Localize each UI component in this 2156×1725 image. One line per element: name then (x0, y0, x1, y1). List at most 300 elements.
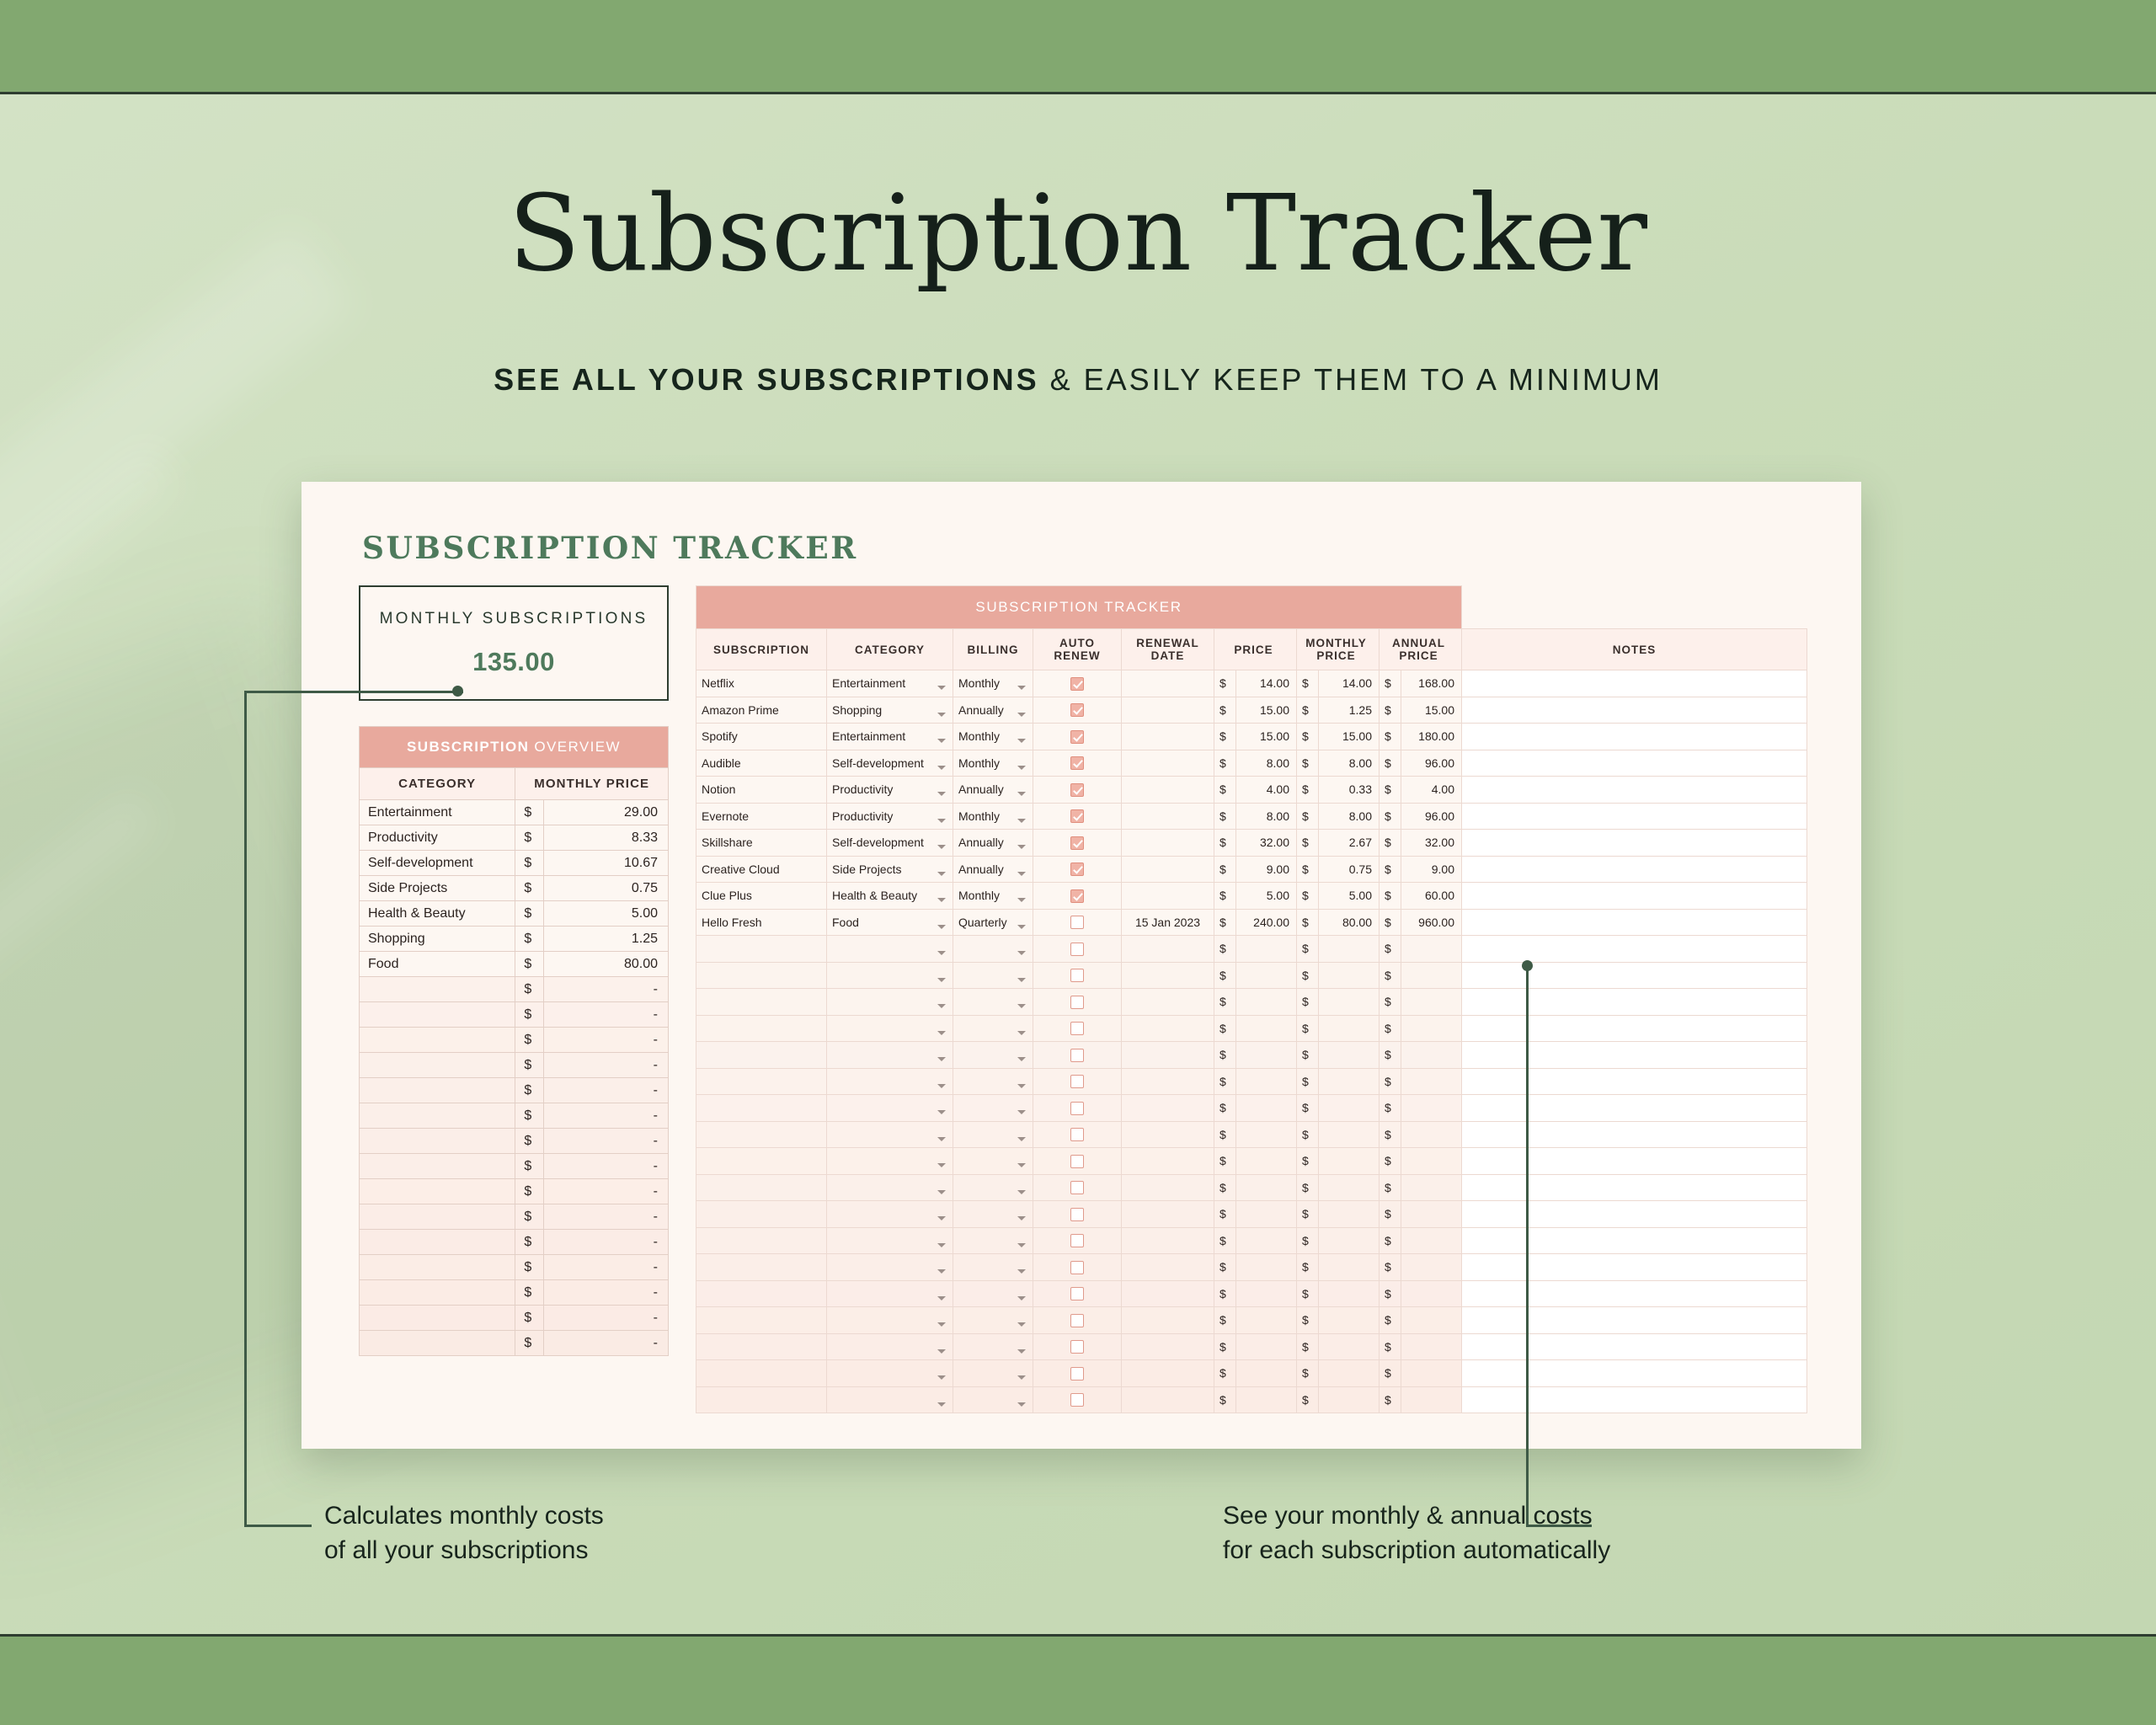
tracker-row[interactable] (696, 830, 1807, 857)
tracker-cell-notes[interactable] (1462, 750, 1807, 777)
checkbox-icon[interactable] (1070, 1261, 1084, 1274)
tracker-cell-billing[interactable] (953, 909, 1033, 936)
tracker-cell-annual-price[interactable]: 4.00 (1401, 777, 1462, 804)
tracker-cell-renewal-date[interactable] (1122, 830, 1214, 857)
tracker-row[interactable] (696, 697, 1807, 724)
tracker-cell-auto-renew[interactable] (1033, 1042, 1122, 1069)
overview-row[interactable] (360, 977, 669, 1002)
tracker-cell-annual-price[interactable] (1401, 1227, 1462, 1254)
chevron-down-icon[interactable] (937, 1243, 946, 1247)
tracker-cell-auto-renew[interactable] (1033, 1227, 1122, 1254)
tracker-cell-renewal-date[interactable] (1122, 697, 1214, 724)
tracker-cell-subscription[interactable]: Amazon Prime (696, 697, 827, 724)
tracker-cell-renewal-date[interactable] (1122, 1333, 1214, 1360)
tracker-cell-auto-renew[interactable] (1033, 1201, 1122, 1228)
tracker-row[interactable] (696, 1174, 1807, 1201)
tracker-cell-auto-renew[interactable] (1033, 1254, 1122, 1281)
tracker-cell-category[interactable] (827, 1148, 953, 1175)
tracker-cell-category[interactable] (827, 1121, 953, 1148)
chevron-down-icon[interactable] (1017, 1110, 1026, 1114)
tracker-cell-notes[interactable] (1462, 1095, 1807, 1122)
tracker-cell-monthly-price[interactable]: 8.00 (1319, 750, 1380, 777)
tracker-cell-category[interactable] (827, 1095, 953, 1122)
tracker-cell-billing[interactable] (953, 1068, 1033, 1095)
tracker-cell-subscription[interactable] (696, 1333, 827, 1360)
chevron-down-icon[interactable] (937, 1110, 946, 1114)
tracker-cell-auto-renew[interactable] (1033, 856, 1122, 883)
tracker-cell-renewal-date[interactable] (1122, 1095, 1214, 1122)
tracker-cell-subscription[interactable]: Netflix (696, 670, 827, 697)
tracker-cell-auto-renew[interactable] (1033, 830, 1122, 857)
tracker-cell-subscription[interactable] (696, 1201, 827, 1228)
tracker-cell-auto-renew[interactable] (1033, 670, 1122, 697)
overview-cell-category[interactable]: Health & Beauty (360, 901, 515, 927)
checkbox-icon[interactable] (1070, 1208, 1084, 1221)
tracker-cell-billing[interactable] (953, 1201, 1033, 1228)
checkbox-checked-icon[interactable] (1070, 783, 1084, 797)
tracker-cell-monthly-price[interactable] (1319, 1386, 1380, 1413)
tracker-cell-auto-renew[interactable] (1033, 1095, 1122, 1122)
tracker-cell-notes[interactable] (1462, 1121, 1807, 1148)
tracker-cell-monthly-price[interactable]: 80.00 (1319, 909, 1380, 936)
tracker-cell-subscription[interactable] (696, 1148, 827, 1175)
checkbox-icon[interactable] (1070, 1155, 1084, 1168)
chevron-down-icon[interactable] (937, 898, 946, 902)
chevron-down-icon[interactable] (937, 1269, 946, 1274)
checkbox-checked-icon[interactable] (1070, 862, 1084, 876)
tracker-cell-price[interactable] (1236, 1360, 1297, 1387)
tracker-cell-annual-price[interactable] (1401, 1333, 1462, 1360)
tracker-cell-category[interactable] (827, 830, 953, 857)
tracker-cell-renewal-date[interactable] (1122, 856, 1214, 883)
checkbox-icon[interactable] (1070, 1287, 1084, 1300)
tracker-cell-notes[interactable] (1462, 1280, 1807, 1307)
tracker-cell-category[interactable] (827, 1307, 953, 1334)
chevron-down-icon[interactable] (1017, 1349, 1026, 1354)
tracker-cell-auto-renew[interactable] (1033, 1174, 1122, 1201)
tracker-cell-billing[interactable] (953, 989, 1033, 1016)
tracker-cell-subscription[interactable] (696, 1015, 827, 1042)
checkbox-icon[interactable] (1070, 1049, 1084, 1062)
tracker-cell-price[interactable]: 8.00 (1236, 803, 1297, 830)
tracker-cell-billing[interactable] (953, 936, 1033, 963)
overview-row[interactable] (360, 1255, 669, 1280)
overview-cell-category[interactable] (360, 1028, 515, 1053)
tracker-row[interactable] (696, 1068, 1807, 1095)
tracker-cell-billing[interactable] (953, 1042, 1033, 1069)
tracker-cell-monthly-price[interactable] (1319, 1042, 1380, 1069)
tracker-row[interactable] (696, 962, 1807, 989)
overview-cell-category[interactable] (360, 1331, 515, 1356)
chevron-down-icon[interactable] (1017, 1216, 1026, 1220)
tracker-cell-auto-renew[interactable] (1033, 1121, 1122, 1148)
tracker-cell-annual-price[interactable]: 15.00 (1401, 697, 1462, 724)
tracker-cell-monthly-price[interactable] (1319, 1254, 1380, 1281)
overview-cell-amount[interactable]: - (544, 1306, 669, 1331)
tracker-cell-auto-renew[interactable] (1033, 936, 1122, 963)
chevron-down-icon[interactable] (1017, 1163, 1026, 1167)
chevron-down-icon[interactable] (1017, 872, 1026, 876)
overview-cell-amount[interactable]: 5.00 (544, 901, 669, 927)
tracker-cell-subscription[interactable]: Skillshare (696, 830, 827, 857)
tracker-row[interactable] (696, 936, 1807, 963)
tracker-cell-notes[interactable] (1462, 1333, 1807, 1360)
chevron-down-icon[interactable] (1017, 713, 1026, 717)
tracker-cell-renewal-date[interactable] (1122, 1201, 1214, 1228)
checkbox-icon[interactable] (1070, 916, 1084, 929)
tracker-cell-renewal-date[interactable] (1122, 1174, 1214, 1201)
tracker-cell-price[interactable] (1236, 1042, 1297, 1069)
checkbox-checked-icon[interactable] (1070, 836, 1084, 850)
overview-cell-category[interactable]: Shopping (360, 927, 515, 952)
tracker-row[interactable] (696, 1280, 1807, 1307)
checkbox-icon[interactable] (1070, 969, 1084, 982)
tracker-cell-annual-price[interactable] (1401, 1121, 1462, 1148)
tracker-cell-annual-price[interactable]: 180.00 (1401, 724, 1462, 750)
chevron-down-icon[interactable] (1017, 1269, 1026, 1274)
overview-cell-amount[interactable]: - (544, 1028, 669, 1053)
chevron-down-icon[interactable] (1017, 766, 1026, 770)
tracker-cell-annual-price[interactable] (1401, 1360, 1462, 1387)
tracker-cell-renewal-date[interactable] (1122, 724, 1214, 750)
chevron-down-icon[interactable] (937, 1402, 946, 1407)
checkbox-icon[interactable] (1070, 1314, 1084, 1327)
tracker-cell-price[interactable]: 240.00 (1236, 909, 1297, 936)
chevron-down-icon[interactable] (937, 1137, 946, 1141)
tracker-cell-annual-price[interactable]: 60.00 (1401, 883, 1462, 910)
overview-cell-category[interactable]: Self-development (360, 851, 515, 876)
tracker-cell-price[interactable] (1236, 1227, 1297, 1254)
overview-row[interactable] (360, 1103, 669, 1129)
tracker-cell-renewal-date[interactable] (1122, 1015, 1214, 1042)
tracker-cell-price[interactable] (1236, 1095, 1297, 1122)
tracker-cell-annual-price[interactable] (1401, 1174, 1462, 1201)
tracker-cell-price[interactable] (1236, 1307, 1297, 1334)
tracker-cell-price[interactable] (1236, 936, 1297, 963)
overview-row[interactable] (360, 825, 669, 851)
checkbox-icon[interactable] (1070, 1393, 1084, 1407)
overview-cell-category[interactable] (360, 1103, 515, 1129)
tracker-cell-auto-renew[interactable] (1033, 962, 1122, 989)
tracker-cell-notes[interactable] (1462, 936, 1807, 963)
tracker-cell-category[interactable] (827, 1386, 953, 1413)
tracker-cell-annual-price[interactable] (1401, 989, 1462, 1016)
tracker-cell-monthly-price[interactable] (1319, 1068, 1380, 1095)
tracker-cell-subscription[interactable]: Creative Cloud (696, 856, 827, 883)
tracker-cell-category[interactable] (827, 1068, 953, 1095)
tracker-cell-notes[interactable] (1462, 1174, 1807, 1201)
tracker-cell-subscription[interactable]: Spotify (696, 724, 827, 750)
tracker-cell-annual-price[interactable] (1401, 1201, 1462, 1228)
overview-cell-category[interactable] (360, 1230, 515, 1255)
overview-row[interactable] (360, 952, 669, 977)
checkbox-icon[interactable] (1070, 1022, 1084, 1035)
tracker-cell-annual-price[interactable] (1401, 1386, 1462, 1413)
tracker-row[interactable] (696, 1333, 1807, 1360)
tracker-cell-annual-price[interactable]: 32.00 (1401, 830, 1462, 857)
tracker-cell-price[interactable] (1236, 1333, 1297, 1360)
overview-cell-amount[interactable]: 0.75 (544, 876, 669, 901)
tracker-cell-price[interactable] (1236, 1254, 1297, 1281)
checkbox-checked-icon[interactable] (1070, 730, 1084, 744)
chevron-down-icon[interactable] (1017, 792, 1026, 796)
tracker-cell-subscription[interactable] (696, 936, 827, 963)
tracker-cell-subscription[interactable]: Clue Plus (696, 883, 827, 910)
tracker-cell-category[interactable] (827, 1360, 953, 1387)
overview-cell-category[interactable] (360, 1154, 515, 1179)
tracker-cell-monthly-price[interactable]: 14.00 (1319, 670, 1380, 697)
tracker-cell-billing[interactable] (953, 830, 1033, 857)
tracker-cell-notes[interactable] (1462, 1386, 1807, 1413)
chevron-down-icon[interactable] (937, 1031, 946, 1035)
checkbox-checked-icon[interactable] (1070, 889, 1084, 903)
tracker-cell-category[interactable] (827, 1174, 953, 1201)
tracker-cell-auto-renew[interactable] (1033, 1333, 1122, 1360)
tracker-cell-auto-renew[interactable] (1033, 1386, 1122, 1413)
chevron-down-icon[interactable] (937, 1216, 946, 1220)
tracker-cell-billing[interactable] (953, 803, 1033, 830)
tracker-cell-price[interactable]: 9.00 (1236, 856, 1297, 883)
checkbox-icon[interactable] (1070, 996, 1084, 1009)
overview-cell-category[interactable] (360, 1280, 515, 1306)
overview-cell-amount[interactable]: - (544, 1053, 669, 1078)
overview-cell-amount[interactable]: 80.00 (544, 952, 669, 977)
tracker-cell-billing[interactable] (953, 1095, 1033, 1122)
tracker-cell-notes[interactable] (1462, 670, 1807, 697)
overview-cell-category[interactable] (360, 1255, 515, 1280)
tracker-row[interactable] (696, 803, 1807, 830)
tracker-row[interactable] (696, 724, 1807, 750)
tracker-cell-renewal-date[interactable] (1122, 1042, 1214, 1069)
overview-cell-category[interactable] (360, 1002, 515, 1028)
tracker-cell-notes[interactable] (1462, 856, 1807, 883)
tracker-cell-category[interactable] (827, 697, 953, 724)
overview-cell-category[interactable] (360, 977, 515, 1002)
tracker-cell-subscription[interactable] (696, 1254, 827, 1281)
tracker-cell-subscription[interactable] (696, 1307, 827, 1334)
tracker-row[interactable] (696, 1386, 1807, 1413)
tracker-cell-price[interactable]: 4.00 (1236, 777, 1297, 804)
tracker-cell-subscription[interactable] (696, 1280, 827, 1307)
tracker-cell-notes[interactable] (1462, 989, 1807, 1016)
overview-cell-amount[interactable]: - (544, 1280, 669, 1306)
tracker-cell-billing[interactable] (953, 697, 1033, 724)
tracker-row[interactable] (696, 1360, 1807, 1387)
tracker-cell-renewal-date[interactable] (1122, 777, 1214, 804)
tracker-cell-billing[interactable] (953, 724, 1033, 750)
tracker-cell-billing[interactable] (953, 1333, 1033, 1360)
tracker-cell-billing[interactable] (953, 1148, 1033, 1175)
tracker-cell-price[interactable]: 14.00 (1236, 670, 1297, 697)
tracker-cell-auto-renew[interactable] (1033, 803, 1122, 830)
tracker-cell-renewal-date[interactable] (1122, 750, 1214, 777)
tracker-cell-renewal-date[interactable] (1122, 1386, 1214, 1413)
chevron-down-icon[interactable] (1017, 1137, 1026, 1141)
chevron-down-icon[interactable] (1017, 686, 1026, 690)
checkbox-checked-icon[interactable] (1070, 809, 1084, 823)
tracker-cell-renewal-date[interactable] (1122, 1307, 1214, 1334)
overview-row[interactable] (360, 1129, 669, 1154)
overview-cell-category[interactable] (360, 1078, 515, 1103)
tracker-cell-renewal-date[interactable] (1122, 883, 1214, 910)
tracker-cell-annual-price[interactable] (1401, 936, 1462, 963)
tracker-cell-category[interactable] (827, 989, 953, 1016)
chevron-down-icon[interactable] (1017, 951, 1026, 955)
tracker-cell-notes[interactable] (1462, 1068, 1807, 1095)
tracker-cell-category[interactable] (827, 883, 953, 910)
tracker-cell-price[interactable]: 5.00 (1236, 883, 1297, 910)
overview-cell-amount[interactable]: 29.00 (544, 800, 669, 825)
overview-row[interactable] (360, 1053, 669, 1078)
tracker-cell-auto-renew[interactable] (1033, 1360, 1122, 1387)
chevron-down-icon[interactable] (937, 1190, 946, 1194)
tracker-cell-renewal-date[interactable] (1122, 1254, 1214, 1281)
tracker-cell-monthly-price[interactable] (1319, 1095, 1380, 1122)
tracker-cell-category[interactable] (827, 909, 953, 936)
tracker-cell-monthly-price[interactable] (1319, 936, 1380, 963)
chevron-down-icon[interactable] (1017, 898, 1026, 902)
tracker-cell-subscription[interactable] (696, 1121, 827, 1148)
tracker-row[interactable] (696, 777, 1807, 804)
chevron-down-icon[interactable] (1017, 1004, 1026, 1008)
chevron-down-icon[interactable] (1017, 1296, 1026, 1300)
chevron-down-icon[interactable] (1017, 1031, 1026, 1035)
tracker-cell-billing[interactable] (953, 777, 1033, 804)
tracker-cell-annual-price[interactable]: 9.00 (1401, 856, 1462, 883)
tracker-cell-subscription[interactable]: Notion (696, 777, 827, 804)
overview-cell-amount[interactable]: 1.25 (544, 927, 669, 952)
tracker-cell-category[interactable] (827, 724, 953, 750)
overview-row[interactable] (360, 1154, 669, 1179)
tracker-cell-renewal-date[interactable] (1122, 1148, 1214, 1175)
tracker-cell-monthly-price[interactable] (1319, 1333, 1380, 1360)
overview-cell-category[interactable] (360, 1129, 515, 1154)
tracker-cell-notes[interactable] (1462, 1042, 1807, 1069)
chevron-down-icon[interactable] (1017, 1322, 1026, 1327)
tracker-cell-monthly-price[interactable]: 2.67 (1319, 830, 1380, 857)
overview-cell-amount[interactable]: - (544, 1255, 669, 1280)
tracker-cell-renewal-date[interactable] (1122, 936, 1214, 963)
chevron-down-icon[interactable] (1017, 739, 1026, 743)
tracker-cell-monthly-price[interactable] (1319, 1201, 1380, 1228)
tracker-cell-price[interactable] (1236, 1280, 1297, 1307)
tracker-cell-category[interactable] (827, 962, 953, 989)
tracker-cell-monthly-price[interactable]: 5.00 (1319, 883, 1380, 910)
chevron-down-icon[interactable] (937, 1322, 946, 1327)
overview-cell-category[interactable] (360, 1306, 515, 1331)
tracker-cell-monthly-price[interactable] (1319, 1174, 1380, 1201)
overview-cell-category[interactable] (360, 1204, 515, 1230)
tracker-cell-monthly-price[interactable] (1319, 1360, 1380, 1387)
tracker-cell-category[interactable] (827, 1042, 953, 1069)
tracker-cell-monthly-price[interactable] (1319, 1121, 1380, 1148)
overview-row[interactable] (360, 1306, 669, 1331)
tracker-cell-subscription[interactable]: Evernote (696, 803, 827, 830)
checkbox-icon[interactable] (1070, 1102, 1084, 1115)
tracker-row[interactable] (696, 1307, 1807, 1334)
chevron-down-icon[interactable] (937, 1084, 946, 1088)
tracker-cell-price[interactable] (1236, 1201, 1297, 1228)
checkbox-icon[interactable] (1070, 1075, 1084, 1088)
tracker-cell-auto-renew[interactable] (1033, 883, 1122, 910)
chevron-down-icon[interactable] (937, 872, 946, 876)
checkbox-icon[interactable] (1070, 1340, 1084, 1354)
tracker-cell-auto-renew[interactable] (1033, 1148, 1122, 1175)
tracker-cell-renewal-date[interactable] (1122, 1068, 1214, 1095)
tracker-cell-auto-renew[interactable] (1033, 697, 1122, 724)
tracker-cell-annual-price[interactable]: 960.00 (1401, 909, 1462, 936)
tracker-cell-auto-renew[interactable] (1033, 909, 1122, 936)
tracker-cell-renewal-date[interactable]: 15 Jan 2023 (1122, 909, 1214, 936)
tracker-cell-price[interactable] (1236, 1148, 1297, 1175)
overview-cell-amount[interactable]: - (544, 977, 669, 1002)
overview-row[interactable] (360, 851, 669, 876)
overview-cell-amount[interactable]: - (544, 1230, 669, 1255)
tracker-cell-renewal-date[interactable] (1122, 1227, 1214, 1254)
tracker-cell-annual-price[interactable] (1401, 1015, 1462, 1042)
chevron-down-icon[interactable] (937, 686, 946, 690)
tracker-cell-notes[interactable] (1462, 1148, 1807, 1175)
tracker-cell-notes[interactable] (1462, 883, 1807, 910)
overview-row[interactable] (360, 1331, 669, 1356)
tracker-cell-billing[interactable] (953, 1280, 1033, 1307)
checkbox-icon[interactable] (1070, 943, 1084, 956)
chevron-down-icon[interactable] (937, 1375, 946, 1380)
tracker-cell-price[interactable]: 32.00 (1236, 830, 1297, 857)
tracker-cell-auto-renew[interactable] (1033, 777, 1122, 804)
tracker-cell-monthly-price[interactable]: 15.00 (1319, 724, 1380, 750)
tracker-cell-price[interactable] (1236, 989, 1297, 1016)
overview-row[interactable] (360, 1230, 669, 1255)
tracker-row[interactable] (696, 909, 1807, 936)
checkbox-checked-icon[interactable] (1070, 703, 1084, 717)
overview-cell-category[interactable] (360, 1179, 515, 1204)
tracker-cell-billing[interactable] (953, 856, 1033, 883)
tracker-row[interactable] (696, 1148, 1807, 1175)
overview-row[interactable] (360, 800, 669, 825)
checkbox-icon[interactable] (1070, 1234, 1084, 1247)
tracker-cell-category[interactable] (827, 1227, 953, 1254)
tracker-row[interactable] (696, 1227, 1807, 1254)
tracker-cell-monthly-price[interactable]: 0.33 (1319, 777, 1380, 804)
tracker-cell-monthly-price[interactable] (1319, 962, 1380, 989)
tracker-cell-annual-price[interactable]: 168.00 (1401, 670, 1462, 697)
tracker-cell-billing[interactable] (953, 883, 1033, 910)
tracker-cell-annual-price[interactable]: 96.00 (1401, 750, 1462, 777)
tracker-row[interactable] (696, 1254, 1807, 1281)
tracker-cell-monthly-price[interactable] (1319, 1307, 1380, 1334)
tracker-cell-auto-renew[interactable] (1033, 1015, 1122, 1042)
tracker-cell-notes[interactable] (1462, 803, 1807, 830)
tracker-cell-notes[interactable] (1462, 1307, 1807, 1334)
tracker-cell-price[interactable]: 8.00 (1236, 750, 1297, 777)
chevron-down-icon[interactable] (1017, 1402, 1026, 1407)
tracker-cell-annual-price[interactable] (1401, 1148, 1462, 1175)
tracker-cell-price[interactable] (1236, 1121, 1297, 1148)
tracker-cell-subscription[interactable] (696, 1042, 827, 1069)
tracker-cell-notes[interactable] (1462, 962, 1807, 989)
tracker-cell-notes[interactable] (1462, 909, 1807, 936)
tracker-cell-price[interactable] (1236, 1386, 1297, 1413)
tracker-row[interactable] (696, 856, 1807, 883)
tracker-row[interactable] (696, 1042, 1807, 1069)
tracker-cell-price[interactable]: 15.00 (1236, 724, 1297, 750)
tracker-row[interactable] (696, 883, 1807, 910)
tracker-cell-notes[interactable] (1462, 697, 1807, 724)
overview-cell-amount[interactable]: - (544, 1331, 669, 1356)
tracker-row[interactable] (696, 1015, 1807, 1042)
tracker-cell-subscription[interactable]: Audible (696, 750, 827, 777)
